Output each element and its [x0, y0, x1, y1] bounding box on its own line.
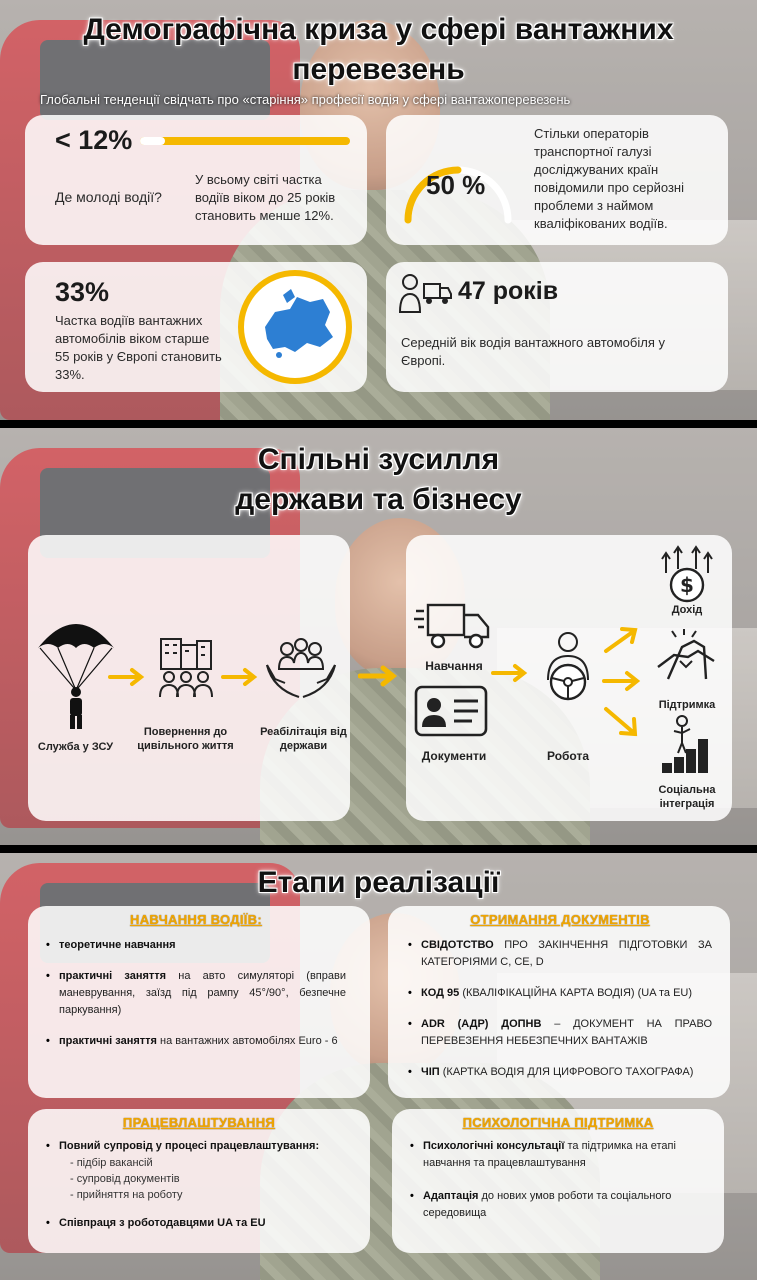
document-item: • ЧІП (КАРТКА ВОДІЯ ДЛЯ ЦИФРОВОГО ТАХОГРАФА): [408, 1064, 712, 1081]
joint-efforts-section: [0, 428, 757, 845]
city-people-icon: [155, 635, 217, 699]
truck-icon: [414, 601, 492, 653]
hiring-problems-value: 50 %: [426, 170, 486, 200]
flow-step-service: Служба у ЗСУ: [37, 741, 114, 753]
flow-step-return: Повернення до цивільного життя: [137, 726, 234, 752]
driver-truck-icon: [398, 270, 453, 315]
young-drivers-card: [25, 115, 367, 245]
parachute-soldier-icon: [34, 610, 118, 730]
section2-title-line2: держави та бізнесу: [235, 483, 522, 516]
business-support-panel: [406, 535, 732, 821]
driver-training-heading: НАВЧАННЯ ВОДІЇВ:: [130, 912, 262, 927]
flow-step-rehabilitation: Реабілітація від держави: [260, 726, 347, 752]
average-age-text: Середній вік водія вантажного автомобіля у Європі.: [401, 335, 665, 368]
implementation-stages-section: [0, 853, 757, 1280]
arrow-right-icon: [491, 663, 531, 683]
psych-item: • Адаптація до нових умов роботи та соціального середовища: [410, 1188, 706, 1222]
flow-step-documents: Документи: [421, 749, 487, 763]
outcome-income: Дохід: [671, 604, 703, 616]
europe-map-icon: [235, 267, 355, 387]
page-title: Демографічна криза у сфері вантажних перевезень: [83, 13, 674, 86]
psych-support-card: [392, 1109, 724, 1253]
documents-heading: ОТРИМАННЯ ДОКУМЕНТІВ: [470, 912, 650, 927]
employment-subitem: - прийняття на роботу: [70, 1189, 183, 1201]
outcome-social-integration: Соціальна інтеграція: [658, 784, 716, 810]
hiring-problems-card: [386, 115, 728, 245]
steering-driver-icon: [536, 630, 600, 702]
young-drivers-text: У всьому світі частка водіїв віком до 25 років становить менше 12%.: [195, 172, 336, 223]
handshake-icon: [654, 627, 720, 685]
arrow-up-right-icon: [602, 625, 642, 655]
young-drivers-value: < 12%: [55, 125, 133, 155]
psych-item: • Психологічні консультації та підтримка на етапі навчання та працевлаштування: [410, 1138, 706, 1172]
demographic-crisis-section: [0, 0, 757, 420]
income-icon: [656, 543, 718, 605]
training-item: • теоретичне навчання: [46, 937, 346, 954]
document-item: • ADR (АДР) ДОПНВ – ДОКУМЕНТ НА ПРАВО ПЕРЕВЕЗЕННЯ НЕБЕЗПЕЧНИХ ВАНТАЖІВ: [408, 1016, 712, 1050]
employment-item: • Повний супровід у процесі працевлаштування:: [46, 1138, 352, 1155]
id-card-icon: [414, 685, 488, 737]
average-age-value: 47 років: [458, 277, 559, 305]
psych-support-heading: ПСИХОЛОГІЧНА ПІДТРИМКА: [462, 1115, 654, 1130]
section2-title-line1: Спільні зусилля: [257, 443, 500, 476]
older-drivers-value: 33%: [55, 277, 110, 307]
young-drivers-progress-fill: [140, 137, 165, 145]
svg-text:$: $: [680, 573, 694, 597]
young-drivers-progress-bar: [140, 137, 350, 145]
outcome-support: Підтримка: [658, 699, 716, 711]
arrow-right-icon: [108, 667, 148, 687]
arrow-right-icon: [221, 667, 261, 687]
employment-card: [28, 1109, 370, 1253]
state-support-panel: [28, 535, 350, 821]
hiring-problems-text: Стільки операторів транспортної галузі досліджуваних країн повідомили про серйозні проблеми з наймом кваліфікованих водіїв.: [534, 126, 684, 231]
average-age-card: [386, 262, 728, 392]
caring-hands-icon: [263, 635, 339, 705]
flow-step-work: Робота: [546, 749, 590, 763]
growth-stairs-icon: [658, 713, 716, 775]
arrow-right-icon: [358, 664, 402, 688]
employment-item: • Співпраця з роботодавцями UA та EU: [46, 1215, 352, 1232]
older-drivers-text: Частка водіїв вантажних автомобілів віком старше 55 років у Європі становить 33%.: [55, 313, 222, 382]
older-drivers-card: [25, 262, 367, 392]
section3-title: Етапи реалізації: [257, 866, 500, 899]
arrow-down-right-icon: [602, 705, 642, 739]
employment-heading: ПРАЦЕВЛАШТУВАННЯ: [122, 1115, 276, 1130]
training-item: • практичні заняття на вантажних автомобілях Euro - 6: [46, 1033, 346, 1050]
page-subtitle: Глобальні тенденції свідчать про «старіння» професії водія у сфері вантажоперевезень: [40, 92, 571, 107]
document-item: • КОД 95 (КВАЛІФІКАЦІЙНА КАРТА ВОДІЯ) (UA та EU): [408, 985, 712, 1002]
flow-step-training: Навчання: [425, 659, 483, 673]
arrow-right-icon: [602, 670, 646, 692]
employment-subitem: - підбір вакансій: [70, 1157, 153, 1169]
training-item: • практичні заняття на авто симуляторі (вправи маневрування, заїзд під рампу 45°/90°, безпечне паркування): [46, 968, 346, 1019]
young-drivers-question: Де молоді водії?: [55, 189, 162, 205]
documents-card: [388, 906, 730, 1098]
driver-training-card: [28, 906, 370, 1098]
employment-subitem: - супровід документів: [70, 1173, 180, 1185]
document-item: • СВІДОТСТВО ПРО ЗАКІНЧЕННЯ ПІДГОТОВКИ ЗА КАТЕГОРІЯМИ С, СЕ, D: [408, 937, 712, 971]
